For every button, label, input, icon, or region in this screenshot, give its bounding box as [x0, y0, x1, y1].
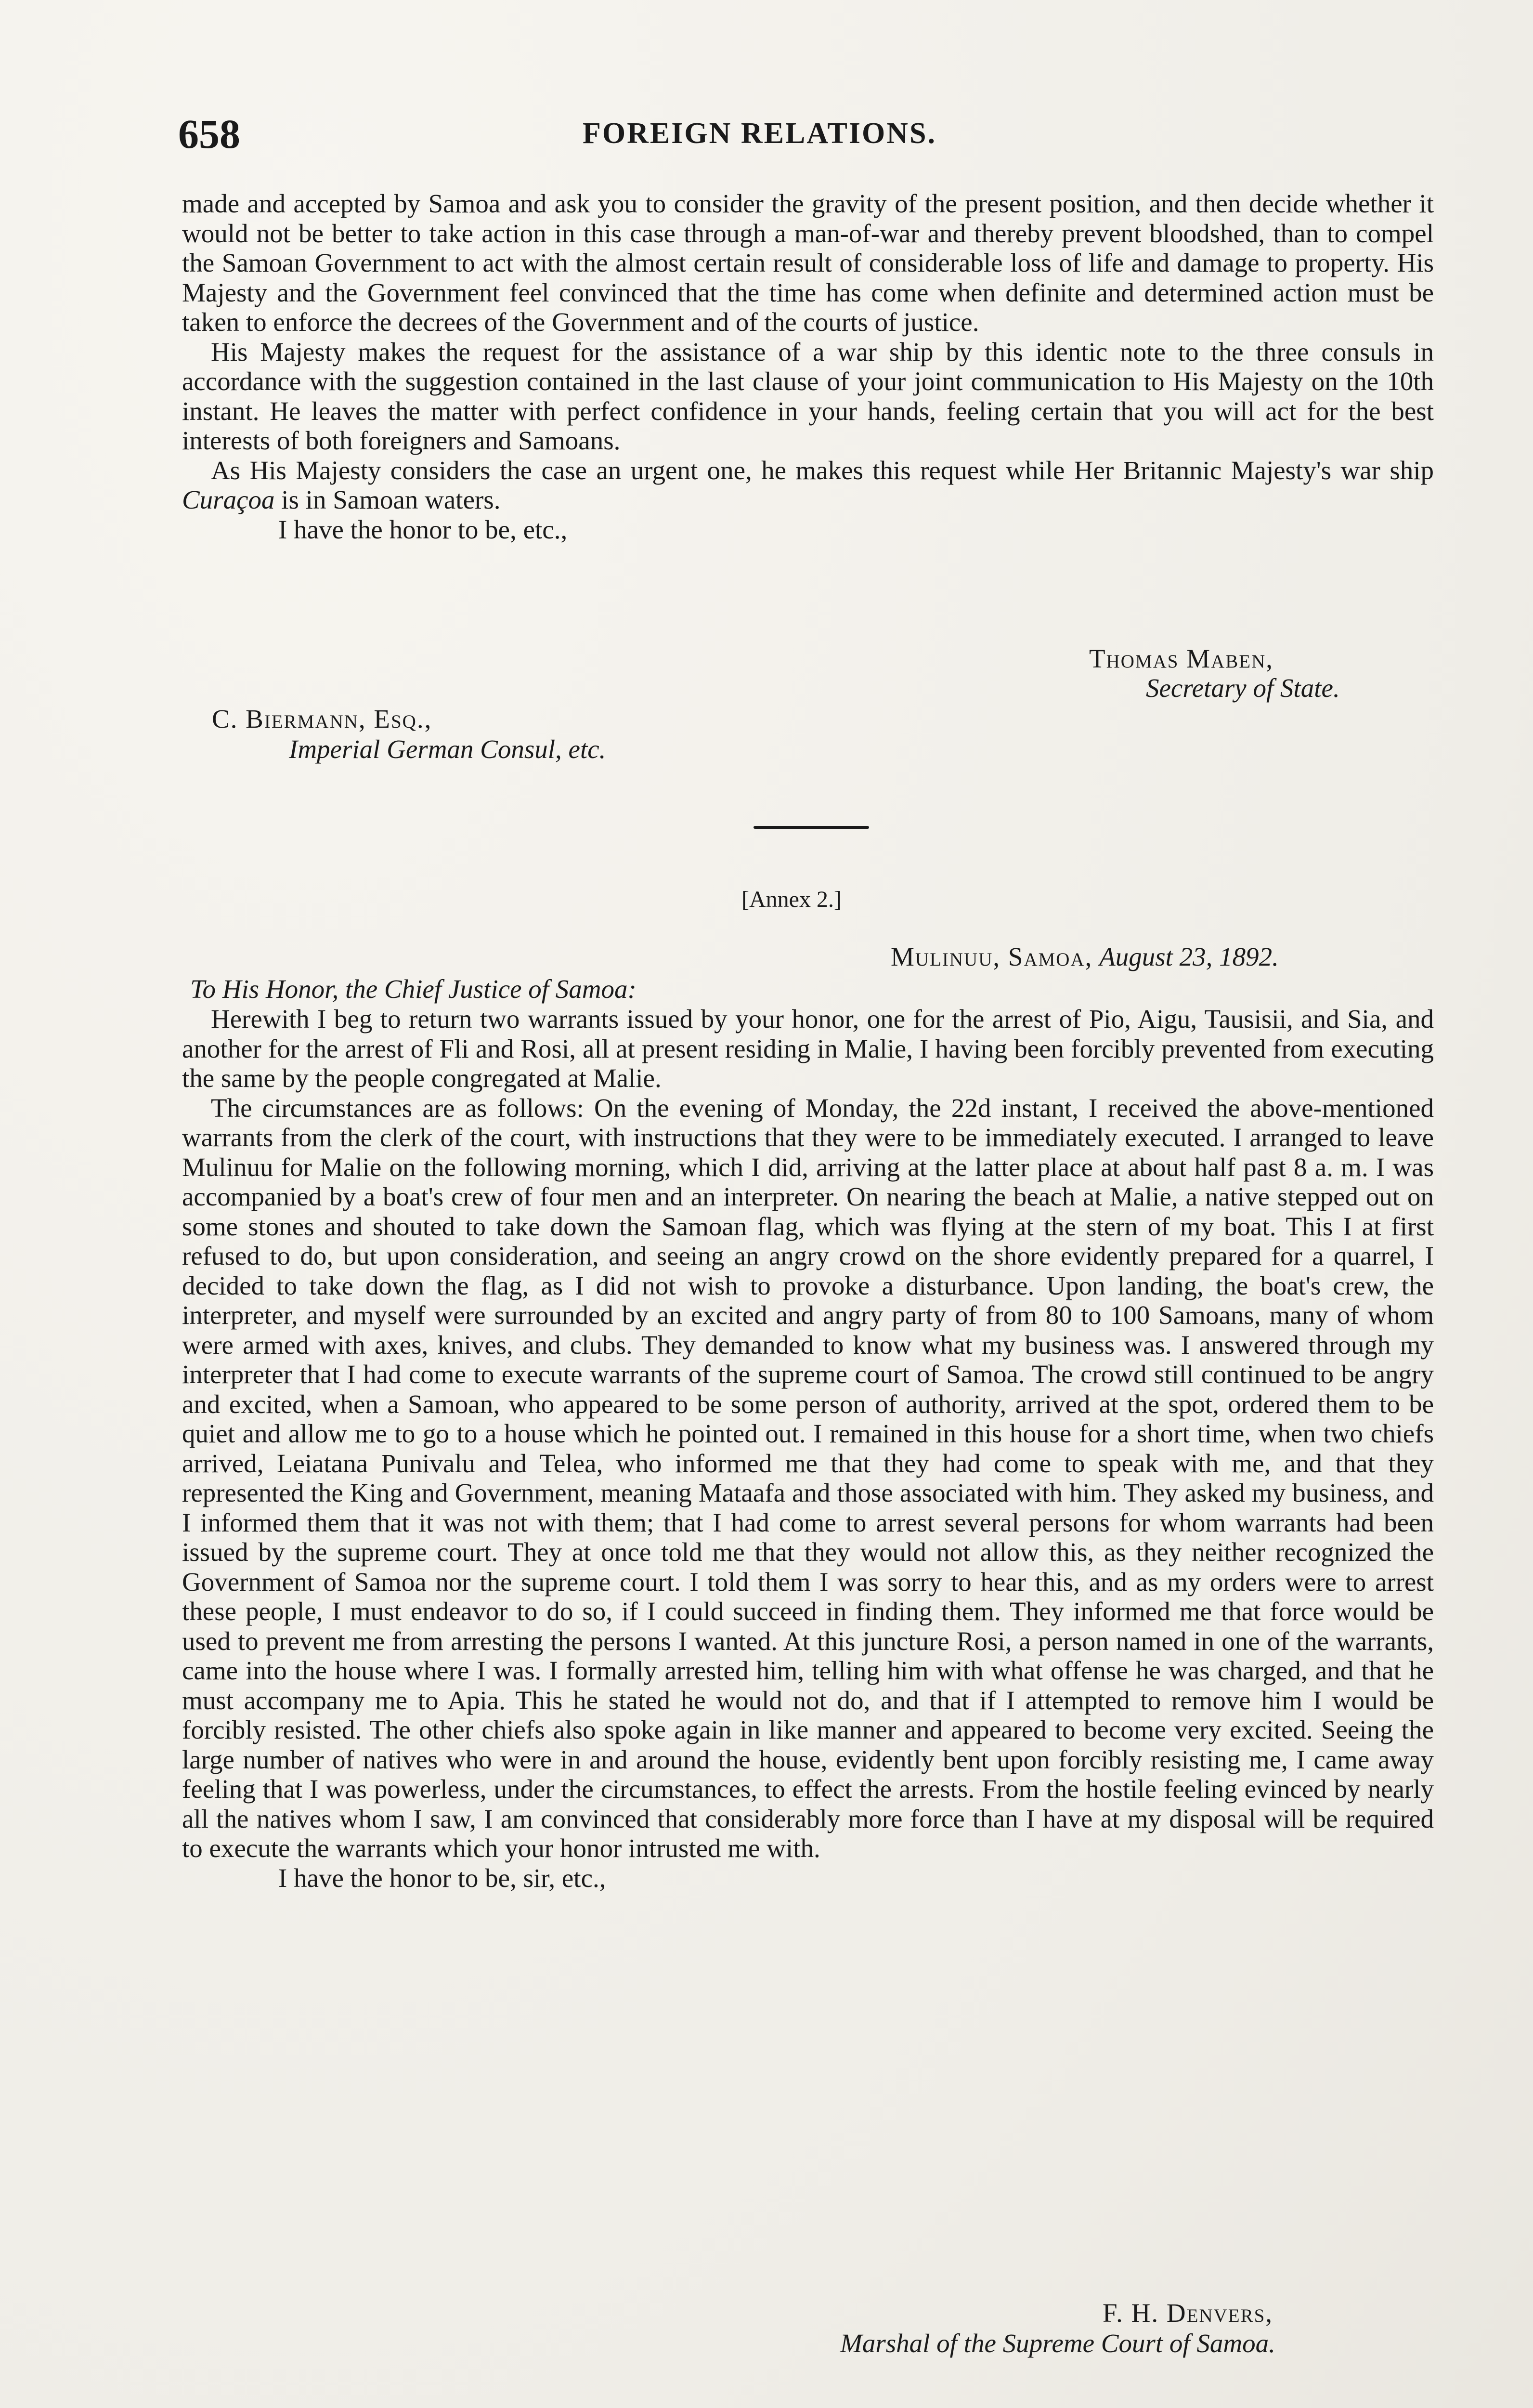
addressee-name: C. Biermann, Esq.,	[212, 704, 432, 733]
page-header	[178, 110, 1430, 163]
annex-paragraph-1: Herewith I beg to return two warrants issued by your honor, one for the arrest of Pio, Aigu, Tausisii, and Sia, and another for the arrest of Fli and Rosi, all at present residing in Malie, I having been forcibly prevented from executing the same by the people congregated at Malie.	[182, 1004, 1434, 1093]
letter-closing: I have the honor to be, etc.,	[278, 514, 568, 544]
ship-name: Curaçoa	[182, 485, 275, 514]
annex-paragraph-2: The circumstances are as follows: On the evening of Monday, the 22d instant, I received the above-mentioned warrants from the clerk of the court, with instructions that they were to be immediately executed. I arranged to leave Mulinuu for Malie on the following morning, which I did, arriving at the latter place at about half past 8 a. m. I was accompanied by a boat's crew of four men and an interpreter. On nearing the beach at Malie, a native stepped out on some stones and shouted to take down the Samoan flag, which was flying at the stern of my boat. This I at first refused to do, but upon consideration, and seeing an angry crowd on the shore evidently prepared for a quarrel, I decided to take down the flag, as I did not wish to provoke a disturbance. Upon landing, the boat's crew, the interpreter, and myself were surrounded by an excited and angry party of from 80 to 100 Samoans, many of whom were armed with axes, knives, and clubs. They demanded to know what my business was. I answered through my interpreter that I had come to execute warrants of the supreme court of Samoa. The crowd still continued to be angry and excited, when a Samoan, who appeared to be some person of authority, arrived at the spot, ordered them to be quiet and allow me to go to a house which he pointed out. I remained in this house for a short time, when two chiefs arrived, Leiatana Punivalu and Telea, who informed me that they had come to speak with me, and that they represented the King and Government, meaning Mataafa and those associated with him. They asked my business, and I informed them that it was not with them; that I had come to arrest several persons for whom warrants had been issued by the supreme court. They at once told me that they would not allow this, as they neither recognized the Government of Samoa nor the supreme court. I told them I was sorry to hear this, and as my orders were to arrest these people, I must endeavor to do so, if I could succeed in finding them. They informed me that force would be used to prevent me from arresting the persons I wanted. At this juncture Rosi, a person named in one of the warrants, came into the house where I was. I formally arrested him, telling him with what offense he was charged, and that he must accompany me to Apia. This he stated he would not do, and that if I attempted to remove him I would be forcibly resisted. The other chiefs also spoke again in like manner and appeared to become very excited. Seeing the large number of natives who were in and around the house, evidently bent upon forcibly resisting me, I came away feeling that I was powerless, under the circumstances, to effect the arrests. From the hostile feeling evinced by nearly all the natives whom I saw, I am convinced that considerably more force than I have at my disposal will be required to execute the warrants which your honor intrusted me with.	[182, 1093, 1434, 1863]
signer-name: Thomas Maben,	[1089, 644, 1274, 673]
letter-paragraph-2: His Majesty makes the request for the assistance of a war ship by this identic note to the three consuls in accordance with the suggestion contained in the last clause of your joint communication to His Majesty on the 10th instant. He leaves the matter with perfect confidence in your hands, feeling certain that you will act for the best interests of both foreigners and Samoans.	[182, 337, 1434, 455]
paragraph-text: As His Majesty considers the case an urgent one, he makes this request while Her Britannic Majesty's war ship	[211, 455, 1434, 485]
annex-signer-name: F. H. Denvers,	[1103, 2298, 1273, 2328]
annex-label: [Annex 2.]	[741, 887, 842, 912]
letter-body	[182, 189, 1434, 544]
signer-title: Secretary of State.	[1146, 673, 1340, 703]
annex-body	[182, 1004, 1434, 1893]
annex-signer-title: Marshal of the Supreme Court of Samoa.	[840, 2329, 1275, 2358]
dateline-place: Mulinuu, Samoa,	[891, 942, 1093, 971]
annex-closing: I have the honor to be, sir, etc.,	[278, 1863, 606, 1893]
dateline-date: August 23, 1892.	[1099, 942, 1279, 971]
page-number: 658	[178, 111, 240, 157]
letter-paragraph-1: made and accepted by Samoa and ask you to consider the gravity of the present position, and then decide whether it would not be better to take action in this case through a man-of-war and thereby prevent bloodshed, than to compel the Samoan Government to act with the almost certain result of considerable loss of life and damage to property. His Majesty and the Government feel convinced that the time has come when definite and determined action must be taken to enforce the decrees of the Government and of the courts of justice.	[182, 189, 1434, 337]
paragraph-text: is in Samoan waters.	[274, 485, 501, 514]
letter-paragraph-3	[182, 456, 1434, 515]
addressee-title: Imperial German Consul, etc.	[289, 734, 606, 764]
dateline	[891, 942, 1279, 972]
salutation: To His Honor, the Chief Justice of Samoa:	[190, 974, 637, 1004]
section-divider	[754, 826, 869, 829]
running-title: FOREIGN RELATIONS.	[583, 117, 936, 150]
